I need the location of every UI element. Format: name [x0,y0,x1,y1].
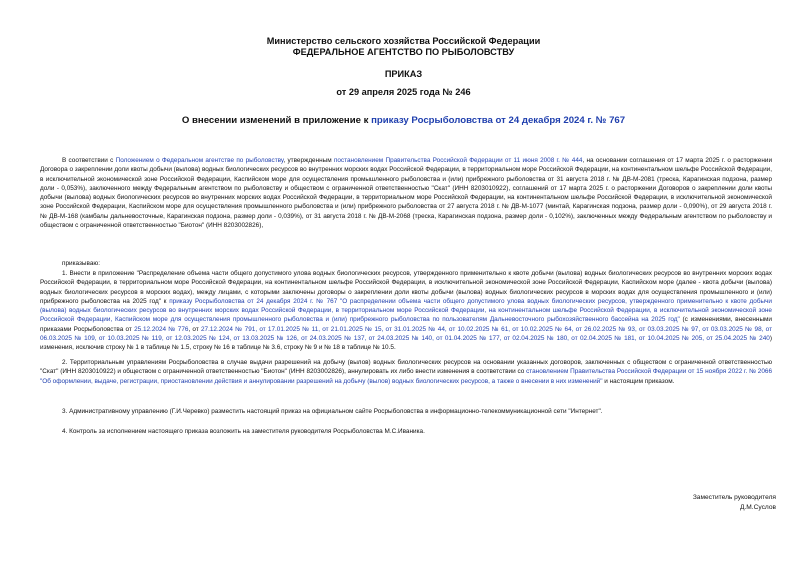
amending-orders-links[interactable]: 27.12.2024 № 791, от 17.01.2025 № 11, от 21.01.2025 № 15, от 31.01.2025 № 44, от 10.02.2025 № 61, от 10.02.2025 № 64, от 26.02.2025 № 93, от 03.03.2025 № 97, от 03.03.2025 № 98, от 06.03.2025 № 109, от 10.03.2025 № 119, от 12.03.2025 № 124, от 13.03.2025 № 126, от 24.03.2025 № 137, от 24.03.2025 № 140, от 01.04.2025 № 177, от 02.04.2025 № 180, от 02.04.2025 № 181, от 10.04.2025 № 205, от 25.04.2025 № 240 [40,325,772,343]
subject-order-link[interactable]: приказу Росрыболовства от 24 декабря 2024 г. № 767 [371,115,626,126]
preamble-paragraph [40,156,772,230]
preamble-text: В соответствии с [62,157,116,164]
government-decree-link[interactable]: постановлением Правительства Российской Федерации от 11 июня 2008 г. № 444 [333,157,583,164]
item-2-paragraph [40,358,772,386]
doc-subject [0,115,807,126]
item-1-text: , от [188,325,201,333]
item-2-text: 2. Территориальным управлениям Росрыболовства в случае выдачи разрешений на добычу (вылов) водных биологических ресурсов на основании указанных договоров, заключенных с обществом с ограниченной ответственностью "Скат" (ИНН 8203010922) и обществом с ограниченной ответственностью "Биотон" (ИНН 8203002826), аннулировать их либо внести изменения в соответствии со [40,359,772,376]
item-1-text: ) изменения, исключив строку № 1 в таблице № 1.5, строку № 16 в таблице № 3.6, строку № 9 и № 18 в таблице № 10.5. [40,335,772,352]
order-767-link[interactable]: приказу Росрыболовства от 24 декабря 2024 г. № 767 "О распределении объема части общего допустимого улова водных биологических ресурсов, утвержденного применительно к квоте добычи (вылова) водных биологических ресурсов во внутренних морских водах Российской Федерации, в территориальном море Российской Федерации, на континентальном шельфе Российской Федерации, в исключительной экономической зоне Российской Федерации, Каспийском море для осуществления промышленного рыболовства и (или) прибрежного рыболовства по пользователям Дальневосточного рыбохозяйственного бассейна на 2025 год" [40,297,772,324]
decree-2066-link[interactable]: становлением Правительства Российской Федерации от 15 ноября 2022 г. № 2066 "Об оформлении, выдаче, регистрации, приостановлении действия и аннулировании разрешений на добычу (вылов) водных биологических ресурсов, а также о внесении в них изменений" [40,368,772,385]
preamble-text: , утвержденным [283,157,334,164]
order-776-link[interactable]: 25.12.2024 № 776 [134,325,189,333]
item-2-text: и настоящим приказом. [602,377,675,385]
item-1-text: 1. Внести в приложение "Распределение объема части общего допустимого улова водных биологических ресурсов, утвержденного применительно к квоте добычи (вылова) водных биологических ресурсов во внутренних морских водах Российской Федерации, в территориальном море Российской Федерации, на континентальном шельфе Российской Федерации, в исключительной экономической зоне Российской Федерации, Каспийском море (далее - квота добычи (вылова) водных биологических ресурсов в морских водах), между лицами, с которыми заключены договоры о закреплении доли квоты добычи (вылова) водных биологических ресурсов в морских водах для осуществления промышленного и (или) прибрежного рыболовства на 2025 год" к [40,270,772,305]
agency-title: ФЕДЕРАЛЬНОЕ АГЕНТСТВО ПО РЫБОЛОВСТВУ [292,47,515,57]
item-1-paragraph [40,269,772,353]
order-word: приказываю: [62,260,100,267]
item-4-paragraph: 4. Контроль за исполнением настоящего приказа возложить на заместителя руководителя Росрыболовства М.С.Иваника. [62,428,425,435]
ministry-title: Министерство сельского хозяйства Российской Федерации [266,36,541,46]
preamble-text: , на основании соглашения от 17 марта 2025 г. о расторжении Договора о закреплении доли квоты добычи (вылова) водных биологических ресурсов во внутренних морских водах Российской Федерации, в территориальном море Российской Федерации, на континентальном шельфе Российской Федерации, в исключительной экономической зоне Российской Федерации, Каспийском море для осуществления промышленного рыболовства и (или) прибрежного рыболовства от 31 августа 2018 г. № ДВ-М-2081 (треска, Карагинская подзона, размер доли - 0,053%), заключенного между Федеральным агентством по рыболовству и обществом с ограниченной ответственностью "Скат" (ИНН 8203010922), соглашений от 17 марта 2025 г. о расторжении Договоров о закреплении доли квоты добычи (вылова) водных биологических ресурсов во внутренних морских водах Российской Федерации, в территориальном море Российской Федерации, на континентальном шельфе Российской Федерации, в исключительной экономической зоне Российской Федерации, Каспийском море для осуществления промышленного рыболовства и (или) прибрежного рыболовства от 27 августа 2018 г. № ДВ-М-1077 (минтай, Карагинская подзона, размер доли - 0,090%), от 29 августа 2018 г. № ДВ-М-168 (камбалы дальневосточные, Карагинская подзона, размер доли - 0,039%), от 31 августа 2018 г. № ДВ-М-2068 (треска, Карагинская подзона, размер доли - 0,102%), заключенных между Федеральным агентством по рыболовству и обществом с ограниченной ответственностью "Биотон" (ИНН 8203002826), [40,157,773,230]
signatory-position: Заместитель руководителя [692,494,776,501]
doc-date-number: от 29 апреля 2025 года № 246 [336,87,471,97]
doc-type-title: ПРИКАЗ [384,69,423,79]
subject-text: О внесении изменений в приложение к [181,115,372,126]
item-1-text: (с изменениями, внесенными приказами Росрыболовства от [40,316,772,333]
signatory-name: Д.М.Суслов [740,504,776,511]
regulation-link[interactable]: Положением о Федеральном агентстве по рыболовству [115,157,284,164]
item-3-paragraph: 3. Административному управлению (Г.И.Черевко) разместить настоящий приказ на официальном сайте Росрыболовства в информационно-телекоммуникационной сети "Интернет". [62,408,603,415]
